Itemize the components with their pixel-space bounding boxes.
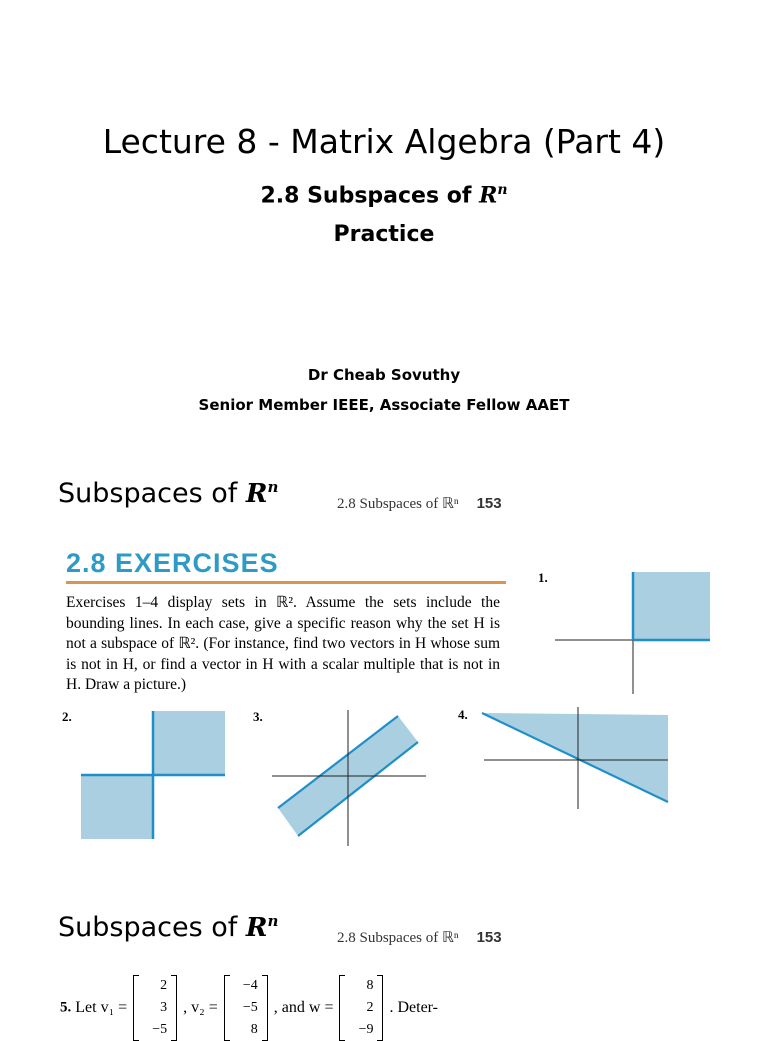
vector-v1: 2 3 −5 <box>133 975 177 1041</box>
book-page-header-2: 2.8 Subspaces of ℝⁿ 153 <box>337 929 502 946</box>
exercise-label-2: 2. <box>62 709 72 724</box>
let-text: Let v₁ = <box>75 999 128 1016</box>
v2-text: , v₂ = <box>183 999 218 1016</box>
shaded-region <box>633 572 710 640</box>
slide-subtitle-practice: Practice <box>333 222 435 247</box>
and-text: , and w = <box>273 999 334 1016</box>
exercise-number: 5. <box>60 999 72 1016</box>
vector-w: 8 2 −9 <box>339 975 383 1041</box>
slide-subtitle: 2.8 Subspaces of $R^n$ <box>260 182 508 209</box>
slide-title: Lecture 8 - Matrix Algebra (Part 4) <box>102 122 666 161</box>
exercises-intro: Exercises 1–4 display sets in ℝ². Assume the sets include the bounding lines. In each case, give a specific reason why the set H is not a subspace of ℝ². (For instance, find two vectors in H whose sum is not in H, or find a vector in H with a scalar multiple that is not in H. Draw a picture.) <box>66 594 500 693</box>
vector-v2: −4 −5 8 <box>224 975 268 1041</box>
figure-1-first-quadrant <box>555 570 715 696</box>
section-title-2: Subspaces of $R^n$ <box>58 912 279 943</box>
exercise-5 <box>60 975 760 1037</box>
author-name: Dr Cheab Sovuthy <box>307 366 461 384</box>
figure-3-strip <box>270 708 430 848</box>
shaded-region-lower <box>81 775 153 839</box>
exercise-label-1: 1. <box>538 570 548 585</box>
shaded-region-upper <box>153 711 225 775</box>
exercises-heading: 2.8 EXERCISES <box>66 548 279 578</box>
figure-2-quadrants <box>78 708 228 842</box>
tail-text: . Deter- <box>389 999 439 1016</box>
exercise-label-4: 4. <box>458 707 468 722</box>
figure-4-wedge <box>480 705 672 811</box>
author-affiliation: Senior Member IEEE, Associate Fellow AAET <box>198 396 570 414</box>
book-page-header: 2.8 Subspaces of ℝⁿ 153 <box>337 495 502 512</box>
exercise-label-3: 3. <box>253 709 263 724</box>
heading-rule <box>66 581 506 584</box>
section-title: Subspaces of $R^n$ <box>58 478 279 509</box>
